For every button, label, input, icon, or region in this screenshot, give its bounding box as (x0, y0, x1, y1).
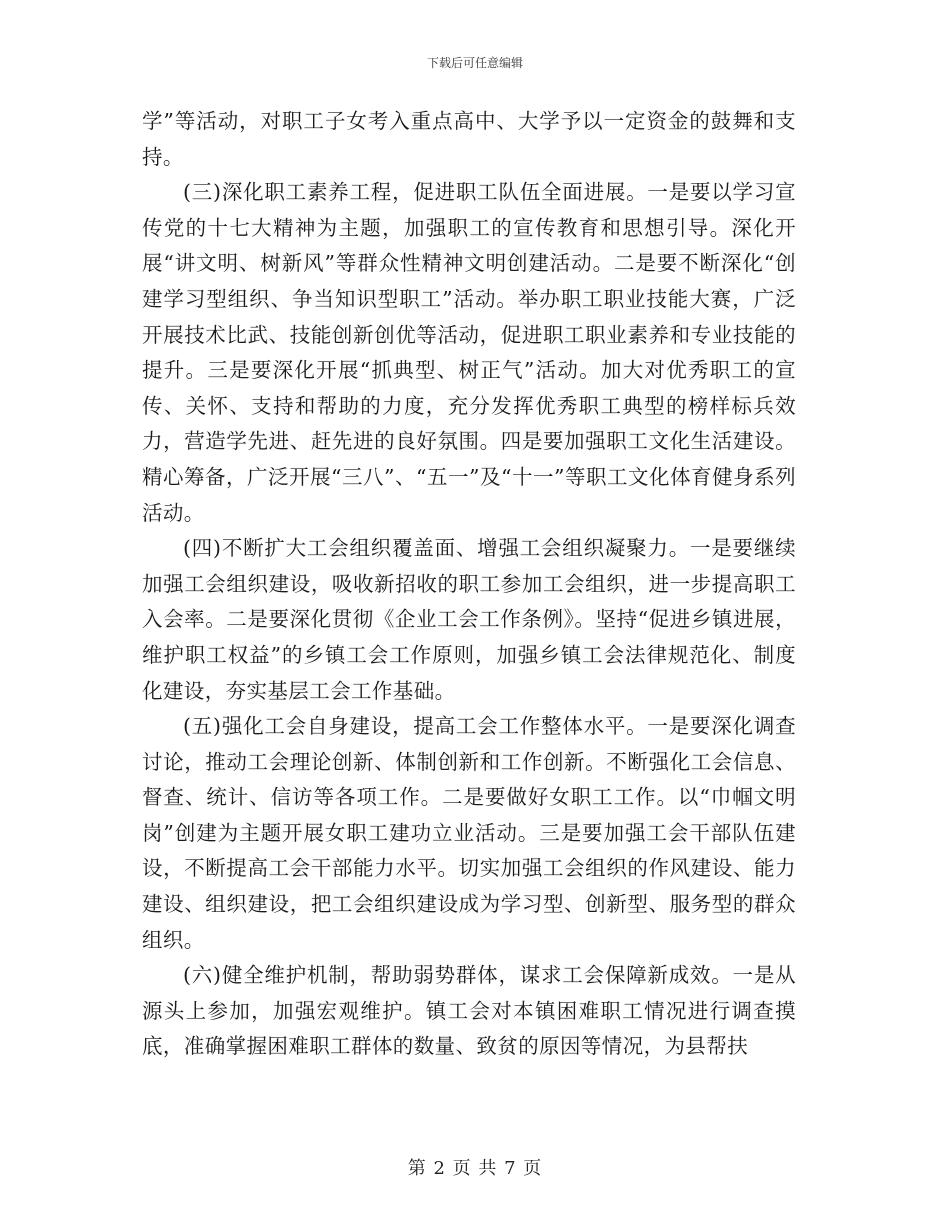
page-header-note: 下载后可任意编辑 (426, 56, 523, 70)
document-body (142, 104, 796, 1065)
paragraph-section-3: (三)深化职工素养工程，促进职工队伍全面进展。一是要以学习宣传党的十七大精神为主题，加强职工的宣传教育和思想引导。深化开展“讲文明、树新风”等群众性精神文明创建活动。二是要不断深化“创建学习型组织、争当知识型职工”活动。举办职工职业技能大赛，广泛开展技术比武、技能创新创优等活动，促进职工职业素养和专业技能的提升。三是要深化开展“抓典型、树正气”活动。加大对优秀职工的宣传、关怀、支持和帮助的力度，充分发挥优秀职工典型的榜样标兵效力，营造学先进、赶先进的良好氛围。四是要加强职工文化生活建设。精心筹备，广泛开展“三八”、“五一”及“十一”等职工文化体育健身系列活动。 (142, 180, 796, 525)
page-number-footer: 第 2 页 共 7 页 (407, 1158, 543, 1179)
paragraph-continuation: 学”等活动，对职工子女考入重点高中、大学予以一定资金的鼓舞和支持。 (142, 109, 796, 169)
paragraph-section-4: (四)不断扩大工会组织覆盖面、增强工会组织凝聚力。一是要继续加强工会组织建设，吸收新招收的职工参加工会组织，进一步提高职工入会率。二是要深化贯彻《企业工会工作条例》。坚持“促进乡镇进展，维护职工权益”的乡镇工会工作原则，加强乡镇工会法律规范化、制度化建设，夯实基层工会工作基础。 (142, 536, 796, 703)
paragraph-section-5: (五)强化工会自身建设，提高工会工作整体水平。一是要深化调查讨论，推动工会理论创新、体制创新和工作创新。不断强化工会信息、督查、统计、信访等各项工作。二是要做好女职工工作。以“巾帼文明岗”创建为主题开展女职工建功立业活动。三是要加强工会干部队伍建设，不断提高工会干部能力水平。切实加强工会组织的作风建设、能力建设、组织建设，把工会组织建设成为学习型、创新型、服务型的群众组织。 (142, 714, 796, 952)
paragraph-section-6: (六)健全维护机制，帮助弱势群体，谋求工会保障新成效。一是从源头上参加，加强宏观维护。镇工会对本镇困难职工情况进行调查摸底，准确掌握困难职工群体的数量、致贫的原因等情况，为县帮扶 (142, 963, 796, 1059)
